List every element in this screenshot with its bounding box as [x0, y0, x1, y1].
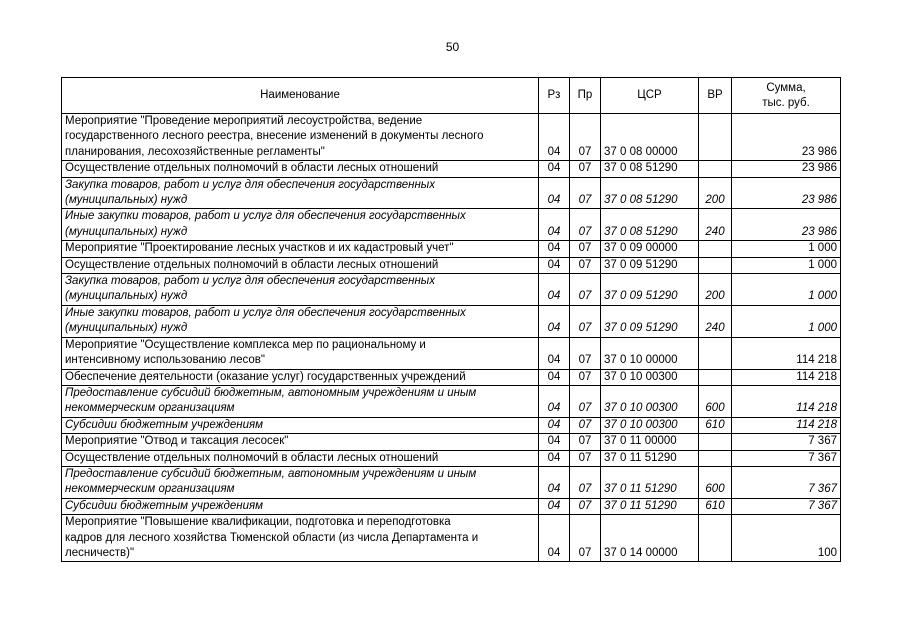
- table-row: [62, 274, 841, 306]
- cell-pr: 07: [570, 498, 601, 514]
- cell-vr: [699, 337, 732, 369]
- cell-pr: 07: [570, 274, 601, 306]
- cell-vr: [699, 241, 732, 257]
- budget-table: [61, 77, 841, 562]
- cell-sum: 23 986: [732, 209, 841, 241]
- cell-rz: 04: [539, 450, 570, 466]
- cell-vr: [699, 161, 732, 177]
- cell-vr: 600: [699, 385, 732, 417]
- cell-name: Обеспечение деятельности (оказание услуг) государственных учреждений: [62, 369, 539, 385]
- cell-sum: 23 986: [732, 161, 841, 177]
- cell-csr: 37 0 09 51290: [601, 274, 699, 306]
- cell-sum: 114 218: [732, 369, 841, 385]
- cell-pr: 07: [570, 434, 601, 450]
- cell-name: Осуществление отдельных полномочий в области лесных отношений: [62, 450, 539, 466]
- cell-csr: 37 0 09 51290: [601, 257, 699, 273]
- cell-sum: 1 000: [732, 241, 841, 257]
- cell-sum: 114 218: [732, 337, 841, 369]
- cell-pr: 07: [570, 257, 601, 273]
- cell-sum: 7 367: [732, 434, 841, 450]
- cell-name: Иные закупки товаров, работ и услуг для обеспечения государственных (муниципальных) нужд: [62, 209, 539, 241]
- cell-vr: 240: [699, 305, 732, 337]
- cell-name: Закупка товаров, работ и услуг для обеспечения государственных (муниципальных) нужд: [62, 177, 539, 209]
- cell-vr: [699, 434, 732, 450]
- cell-rz: 04: [539, 257, 570, 273]
- table-row: [62, 337, 841, 369]
- cell-name: Мероприятие "Повышение квалификации, подготовка и переподготовка кадров для лесного хозяйства Тюменской области (из числа Департамента и лесничеств)": [62, 515, 539, 562]
- table-row: [62, 466, 841, 498]
- cell-rz: 04: [539, 337, 570, 369]
- cell-vr: 200: [699, 177, 732, 209]
- table-row: [62, 450, 841, 466]
- cell-sum: 7 367: [732, 450, 841, 466]
- cell-pr: 07: [570, 385, 601, 417]
- cell-pr: 07: [570, 177, 601, 209]
- header-pr: Пр: [570, 78, 601, 114]
- cell-pr: 07: [570, 161, 601, 177]
- cell-pr: 07: [570, 369, 601, 385]
- cell-rz: 04: [539, 369, 570, 385]
- cell-rz: 04: [539, 385, 570, 417]
- cell-rz: 04: [539, 274, 570, 306]
- table-row: [62, 257, 841, 273]
- cell-vr: [699, 515, 732, 562]
- cell-csr: 37 0 10 00000: [601, 337, 699, 369]
- cell-vr: 600: [699, 466, 732, 498]
- header-sum: Сумма, тыс. руб.: [732, 78, 841, 114]
- cell-vr: [699, 369, 732, 385]
- page-number: 50: [445, 40, 460, 54]
- cell-pr: 07: [570, 114, 601, 161]
- cell-csr: 37 0 14 00000: [601, 515, 699, 562]
- cell-vr: 610: [699, 498, 732, 514]
- cell-pr: 07: [570, 305, 601, 337]
- cell-vr: 240: [699, 209, 732, 241]
- cell-pr: 07: [570, 466, 601, 498]
- table-row: [62, 417, 841, 433]
- cell-pr: 07: [570, 417, 601, 433]
- cell-vr: [699, 257, 732, 273]
- cell-csr: 37 0 10 00300: [601, 385, 699, 417]
- cell-csr: 37 0 10 00300: [601, 417, 699, 433]
- table-row: [62, 177, 841, 209]
- header-csr: ЦСР: [601, 78, 699, 114]
- cell-csr: 37 0 11 00000: [601, 434, 699, 450]
- cell-sum: 1 000: [732, 257, 841, 273]
- cell-csr: 37 0 11 51290: [601, 466, 699, 498]
- table-row: [62, 515, 841, 562]
- cell-sum: 1 000: [732, 274, 841, 306]
- table-row: [62, 385, 841, 417]
- table-row: [62, 209, 841, 241]
- cell-csr: 37 0 08 00000: [601, 114, 699, 161]
- cell-name: Осуществление отдельных полномочий в области лесных отношений: [62, 161, 539, 177]
- cell-rz: 04: [539, 177, 570, 209]
- cell-name: Иные закупки товаров, работ и услуг для обеспечения государственных (муниципальных) нужд: [62, 305, 539, 337]
- cell-csr: 37 0 08 51290: [601, 161, 699, 177]
- table-row: [62, 434, 841, 450]
- cell-pr: 07: [570, 337, 601, 369]
- cell-csr: 37 0 08 51290: [601, 177, 699, 209]
- cell-sum: 23 986: [732, 177, 841, 209]
- cell-name: Осуществление отдельных полномочий в области лесных отношений: [62, 257, 539, 273]
- cell-rz: 04: [539, 114, 570, 161]
- cell-rz: 04: [539, 498, 570, 514]
- cell-pr: 07: [570, 209, 601, 241]
- cell-name: Субсидии бюджетным учреждениям: [62, 498, 539, 514]
- cell-rz: 04: [539, 466, 570, 498]
- cell-rz: 04: [539, 417, 570, 433]
- cell-name: Предоставление субсидий бюджетным, автономным учреждениям и иным некоммерческим организациям: [62, 385, 539, 417]
- cell-vr: [699, 450, 732, 466]
- table-row: [62, 114, 841, 161]
- cell-rz: 04: [539, 305, 570, 337]
- cell-sum: 7 367: [732, 498, 841, 514]
- cell-sum: 100: [732, 515, 841, 562]
- cell-csr: 37 0 09 00000: [601, 241, 699, 257]
- cell-name: Мероприятие "Проведение мероприятий лесоустройства, ведение государственного лесного реестра, внесение изменений в документы лесного планирования, лесохозяйственные регламенты": [62, 114, 539, 161]
- cell-sum: 23 986: [732, 114, 841, 161]
- header-vr: ВР: [699, 78, 732, 114]
- cell-csr: 37 0 10 00300: [601, 369, 699, 385]
- table-row: [62, 241, 841, 257]
- cell-sum: 114 218: [732, 385, 841, 417]
- cell-name: Мероприятие "Осуществление комплекса мер по рациональному и интенсивному использованию лесов": [62, 337, 539, 369]
- cell-sum: 7 367: [732, 466, 841, 498]
- cell-csr: 37 0 11 51290: [601, 498, 699, 514]
- cell-name: Закупка товаров, работ и услуг для обеспечения государственных (муниципальных) нужд: [62, 274, 539, 306]
- cell-rz: 04: [539, 241, 570, 257]
- header-name: Наименование: [62, 78, 539, 114]
- cell-name: Субсидии бюджетным учреждениям: [62, 417, 539, 433]
- table-header-row: [62, 78, 841, 114]
- cell-csr: 37 0 08 51290: [601, 209, 699, 241]
- cell-pr: 07: [570, 515, 601, 562]
- cell-rz: 04: [539, 434, 570, 450]
- cell-vr: 200: [699, 274, 732, 306]
- cell-pr: 07: [570, 450, 601, 466]
- cell-name: Мероприятие "Отвод и таксация лесосек": [62, 434, 539, 450]
- header-rz: Рз: [539, 78, 570, 114]
- cell-vr: [699, 114, 732, 161]
- cell-csr: 37 0 11 51290: [601, 450, 699, 466]
- cell-rz: 04: [539, 515, 570, 562]
- cell-pr: 07: [570, 241, 601, 257]
- cell-sum: 114 218: [732, 417, 841, 433]
- cell-csr: 37 0 09 51290: [601, 305, 699, 337]
- cell-name: Предоставление субсидий бюджетным, автономным учреждениям и иным некоммерческим организациям: [62, 466, 539, 498]
- cell-sum: 1 000: [732, 305, 841, 337]
- cell-rz: 04: [539, 209, 570, 241]
- cell-rz: 04: [539, 161, 570, 177]
- table-row: [62, 305, 841, 337]
- table-row: [62, 498, 841, 514]
- table-body: [62, 114, 841, 562]
- cell-name: Мероприятие "Проектирование лесных участков и их кадастровый учет": [62, 241, 539, 257]
- cell-vr: 610: [699, 417, 732, 433]
- table-row: [62, 161, 841, 177]
- table-row: [62, 369, 841, 385]
